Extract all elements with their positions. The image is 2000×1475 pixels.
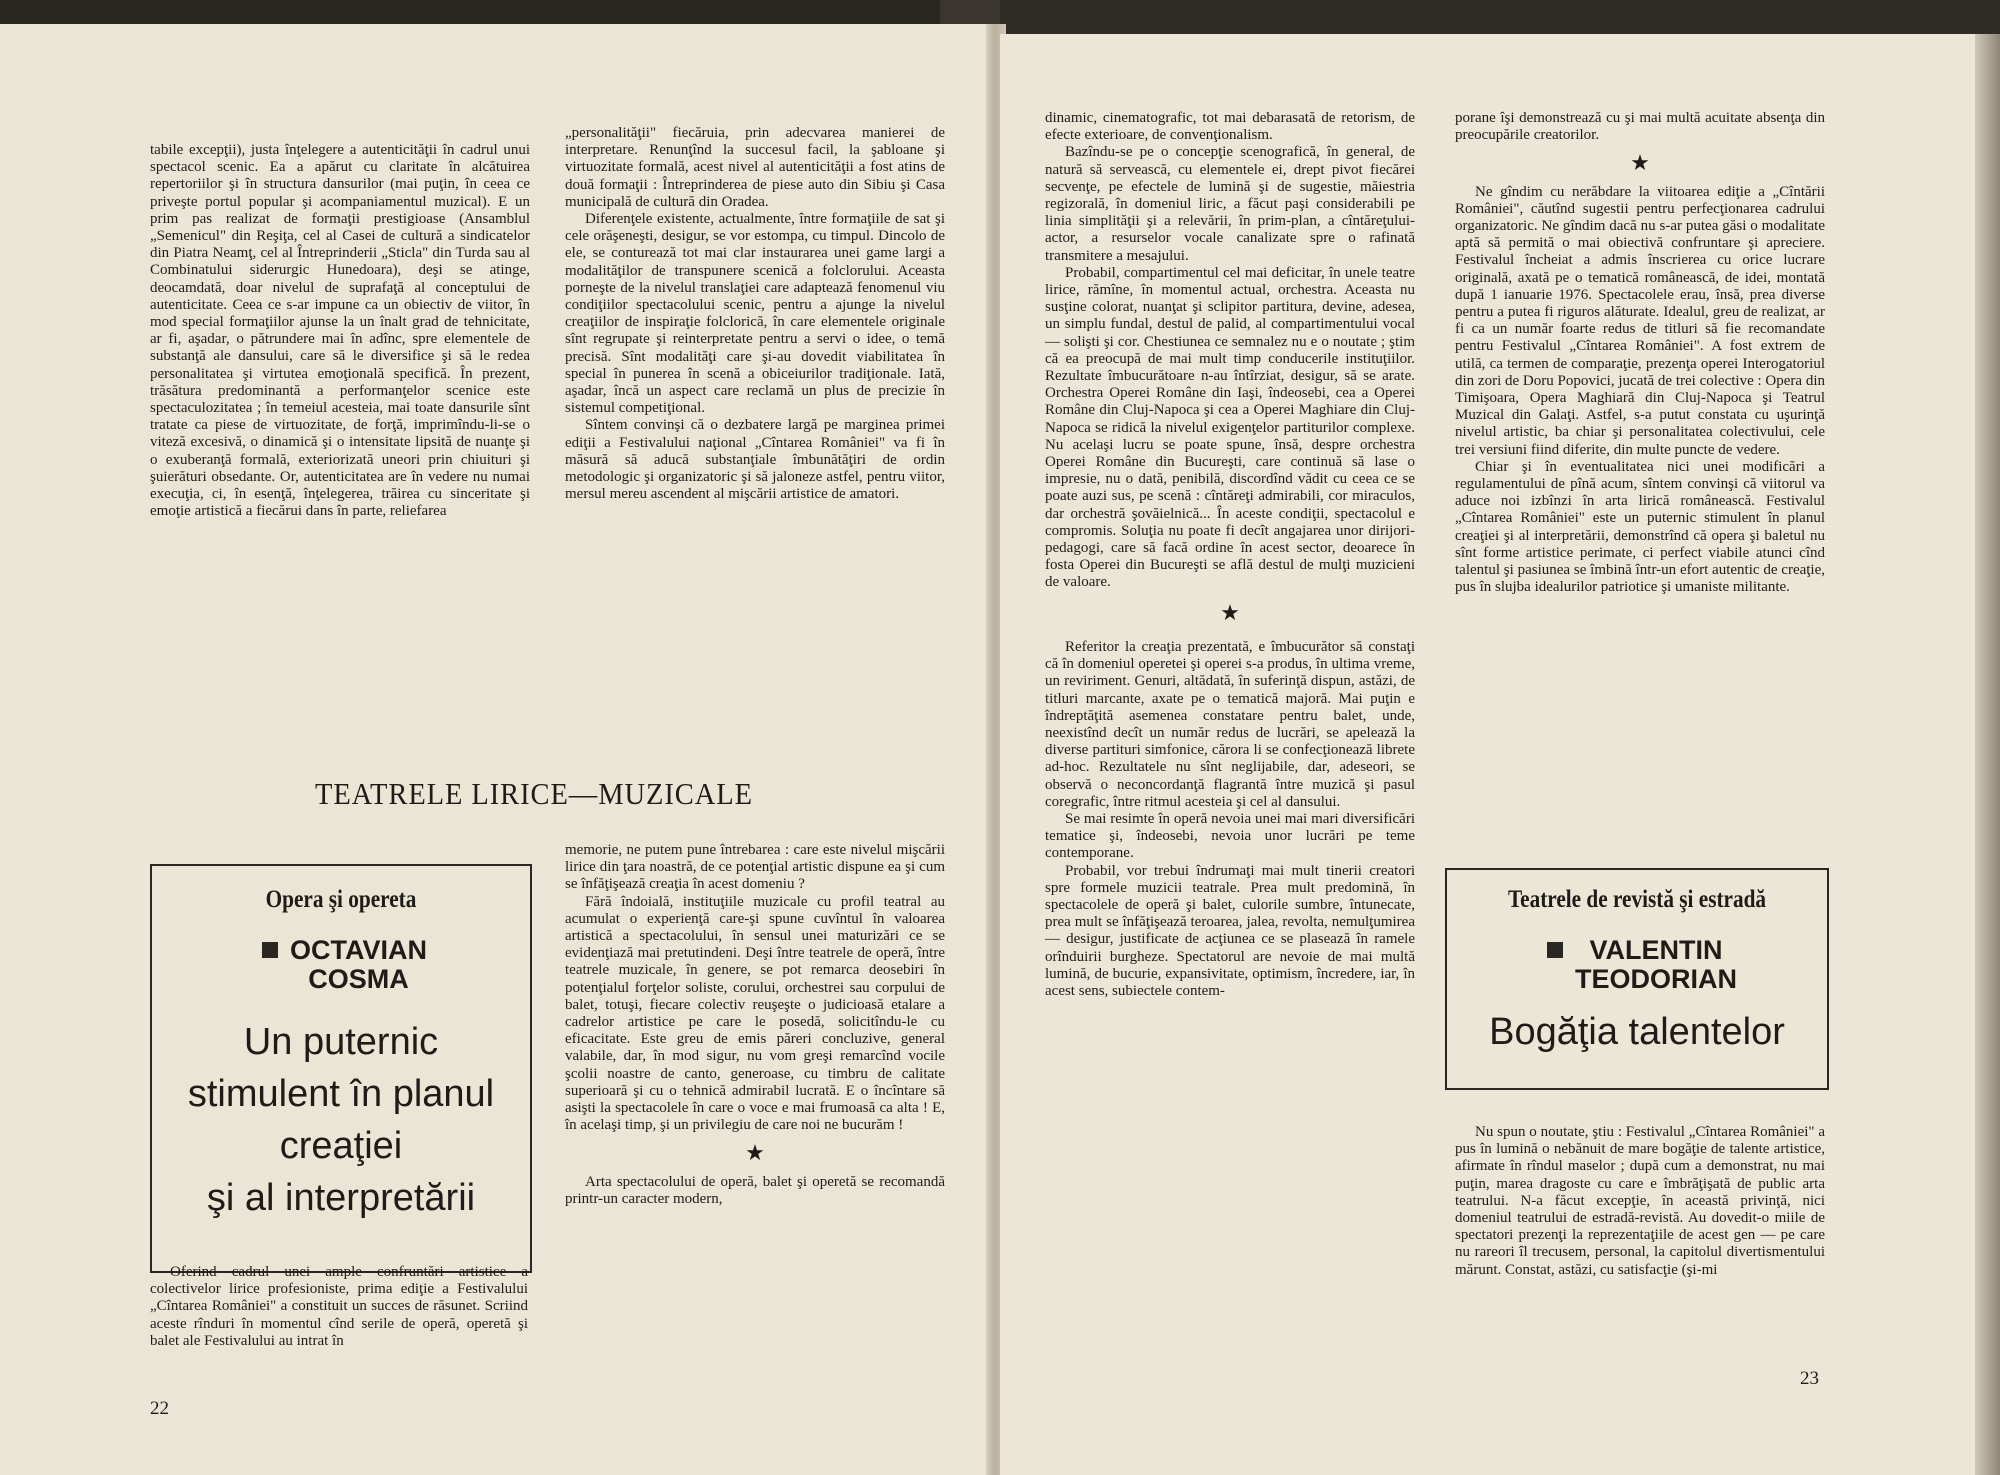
article-title bbox=[1447, 1006, 1827, 1058]
title-line: stimulent în planul bbox=[187, 1073, 495, 1115]
paragraph: Probabil, vor trebui îndrumaţi mai mult tinerii creatori spre formele muzicii teatrale. Prea mult predomină, în spectacolele de operă şi balet, culorile sumbre, întunecate, prea mult se înfăţişează teroarea, jalea, revolta, nemulţumirea — desigur, justificate de acţiunea ce se plasează în ramele orînduirii burgheze. Spectatorul are nevoie de mai multă lumină, de bucurie, expansivitate, optimism, încredere, iar, în acest sens, subiectele contem- bbox=[1045, 862, 1415, 999]
paragraph: Bazîndu-se pe o concepţie scenografică, în general, de natură să servească, cu elementele ei, drept pivot fiecărei secvenţe, pe efectele de lumină şi de sugestie, măiestria regizorală, în domeniul liric, a făcut paşi considerabili pe linia simplităţii şi a relevării, în prim-plan, a cîntăreţului-actor, a resurselor vocale canalizate spre o rafinată transmitere a mesajului. bbox=[1045, 144, 1415, 264]
book-page-edge bbox=[1975, 34, 2000, 1475]
title-line: creaţiei bbox=[279, 1125, 403, 1167]
right-column-2-lower bbox=[1455, 1124, 1825, 1279]
paragraph: Ne gîndim cu nerăbdare la viitoarea ediţie a „Cîntării României", căutînd sugestii pentru perfecţionarea cadrului organizatoric. Ne gîndim dacă nu s-ar putea găsi o modalitate aptă să permită o mai obiectivă confruntare şi apreciere. Festivalul încheiat a admis înscrierea cu orice lucrare originală, axată pe o tematică românească, de idei, montată după 1 ianuarie 1976. Spectacolele erau, însă, prea diverse pentru a putea fi riguros alăturate. Idealul, greu de realizat, ar fi ca un număr foarte redus de titluri să fie recomandate pentru Festivalul „Cîntarea României". A fost extrem de utilă, ca termen de comparaţie, prezenţa operei Interogatoriul din zori de Doru Popovici, jucată de trei colective : Opera din Timişoara, Opera Maghiară din Cluj-Napoca şi Teatrul Muzical din Galaţi. Astfel, s-a putut constata cu uşurinţă nivelul artistic, ba chiar şi personalitatea colectivului, cele trei versiuni fiind diferite, din multe puncte de vedere. bbox=[1455, 183, 1825, 458]
author-name bbox=[1547, 936, 1827, 994]
left-column-1-upper bbox=[150, 142, 530, 520]
paragraph: Diferenţele existente, actualmente, între formaţiile de sat şi cele orăşeneşti, desigur, se vor estompa, cu timpul. Dincolo de ele, se conturează tot mai clar instaurarea unei game largi a modalităţilor de transpunere scenică a folclorului. Aceasta porneşte de la nivelul translaţiei care adaptează fenomenul viu condiţiilor spectacolului scenic, pentru a ajunge la nivelul creaţiilor de inspiraţie folclorică, în care elementele originale sînt regrupate şi reinterpretate pentru a servi o idee, o temă precisă. Sînt modalităţi care şi-au dovedit viabilitatea în special în punerea în scenă a obiceiurilor tradiţionale. Iată, aşadar, încă un aspect care reclamă un plus de precizie în sistemul competiţional. bbox=[565, 211, 945, 417]
author-first-name: OCTAVIAN bbox=[290, 935, 427, 965]
paragraph: dinamic, cinematografic, tot mai debarasată de retorism, de efecte exterioare, de convenţionalism. bbox=[1045, 110, 1415, 144]
paragraph: Se mai resimte în operă nevoia unei mai mari diversificări tematice şi, îndeosebi, nevoia unor lucrări pe teme contemporane. bbox=[1045, 810, 1415, 862]
paragraph: Chiar şi în eventualitatea nici unei modificări a regulamentului de pînă acum, sîntem convinşi că viitorul va aduce noi izbînzi în arta lirică românească. Festivalul „Cîntarea României" este un puternic stimulent în planul creaţiei şi al interpretării, demonstrînd că opera şi baletul nu sînt forme artistice perimate, ci perfect viabile atunci cînd talentul şi pasiunea se îmbină într-un efort autentic de creaţie, pus în slujba idealurilor patriotice şi umaniste militante. bbox=[1455, 458, 1825, 596]
title-line: Un puternic bbox=[243, 1021, 439, 1063]
left-column-2-upper bbox=[565, 125, 945, 503]
title-line: şi al interpretării bbox=[206, 1177, 476, 1219]
section-star-divider: ★ bbox=[745, 1140, 765, 1166]
paragraph: porane îşi demonstrează cu şi mai multă acuitate absenţa din preocupările creatorilor. bbox=[1455, 110, 1825, 144]
paragraph: „personalităţii" fiecăruia, prin adecvarea manierei de interpretare. Renunţînd la succesul facil, la şabloane şi virtuozitate formală, acest nivel al autenticităţii a fost atins de două formaţii : Întreprinderea de piese auto din Sibiu şi Casa municipală de cultură din Oradea. bbox=[565, 125, 945, 210]
paragraph: Nu spun o noutate, ştiu : Festivalul „Cîntarea României" a pus în lumină o nebănuit de mare bogăţie de talente artistice, afirmate în rîndul maselor ; după cum a demonstrat, nu mai puţin, marea dragoste cu care e îmbrăţişată de public arta teatrului. N-a făcut excepţie, în această privinţă, nici domeniul teatrului de estradă-revistă. Au dovedit-o miile de spectatori prezenţi la reprezentaţiile de acest gen — pe care nu rareori îl trecusem, personal, la capitolul divertismentului mărunt. Constat, astăzi, cu satisfacţie (şi-mi bbox=[1455, 1124, 1825, 1278]
paragraph: Fără îndoială, instituţiile muzicale cu profil teatral au acumulat o experienţă care-şi spune cuvîntul în valoarea artistică a spectacolului, în sensul unei maturizări ce se evidenţiază mai pretutindeni. Deşi între teatrele de operă, între teatrele muzicale, în genere, se pot remarca deosebiri în potenţialul forţelor soliste, corului, orchestrei sau corpului de balet, totuşi, fiecare colectiv reuşeşte o judicioasă etalare a cadrelor artistice pe care le posedă, solicitîndu-le cu eficacitate. Este greu de emis păreri concluzive, general valabile, dar, în mod sigur, nu vom greşi remarcînd vocile şcolii noastre de canto, generoase, cu timbru de calitate superioară şi cu o tehnică admirabil lucrată. E o încîntare să asişti la spectacolele în care o voce e mai frumoasă ca alta ! E, în acelaşi timp, şi un privilegiu de care noi ne bucurăm ! bbox=[565, 893, 945, 1134]
author-marker-icon bbox=[262, 942, 278, 958]
right-column-2-upper bbox=[1455, 110, 1825, 596]
rubric-label: Opera şi opereta bbox=[265, 886, 417, 913]
book-edge-top-right bbox=[1000, 0, 2000, 38]
rubric-label: Teatrele de revistă şi estradă bbox=[1507, 886, 1767, 913]
left-column-2-lower bbox=[565, 842, 945, 1208]
page-number: 22 bbox=[150, 1398, 169, 1419]
paragraph: Probabil, compartimentul cel mai deficitar, în unele teatre lirice, rămîne, în momentul actual, orchestra. Aceasta nu susţine colorat, nuanţat şi sclipitor partitura, devine, adesea, un simplu fundal, destul de palid, al compartimentului vocal — solişti şi cor. Chestiunea ce semnalez nu e o noutate ; ştim că ea preocupă de mai mult timp conducerile instituţiilor. Rezultate îmbucurătoare n-au întîrziat, desigur, să se arate. Orchestra Operei Române din Iaşi, îndeosebi, cea a Operei Române din Cluj-Napoca şi cea a Operei Maghiare din Cluj-Napoca se ridică la nivelul exigenţelor partiturilor complexe. Nu acelaşi lucru se poate spune, însă, despre orchestra Operei Române din Bucureşti, care continuă să lase o impresie, nu o dată, penibilă, discordînd vădit cu ceea ce se poate auzi sus, pe scenă : cîntăreţi admirabili, cor miraculos, dar orchestră şovăielnică... În aceste condiţii, spectacolul e compromis. Soluţia nu poate fi decît angajarea unor dirijori-pedagogi, care să facă ordine în acest sector, deoarece în fosta Operei din Bucureşti se află destul de mulţi muzicieni de valoare. bbox=[1045, 264, 1415, 591]
section-star-divider: ★ bbox=[1630, 150, 1650, 176]
page-number: 23 bbox=[1800, 1368, 1819, 1389]
article-title-box bbox=[150, 864, 532, 1273]
author-marker-icon bbox=[1547, 942, 1563, 958]
author-first-name: VALENTIN bbox=[1589, 935, 1723, 965]
paragraph: Oferind cadrul unei ample confruntări artistice a colectivelor lirice profesioniste, prima ediţie a Festivalului „Cîntarea României" a constituit un succes de răsunet. Scriind aceste rînduri în momentul cînd serile de operă, operetă şi balet ale Festivalului au intrat în bbox=[150, 1264, 528, 1349]
right-column-1 bbox=[1045, 110, 1415, 1000]
paragraph: Sîntem convinşi că o dezbatere largă pe marginea primei ediţii a Festivalului naţional „Cîntarea României" va fi în măsură să aducă substanţiale îmbunătăţiri de ordin metodologic şi organizatoric şi să jaloneze astfel, pentru viitor, mersul mereu ascendent al mişcării artistice de amatori. bbox=[565, 417, 945, 503]
article-title bbox=[152, 1016, 530, 1224]
author-name bbox=[262, 936, 530, 994]
paragraph: memorie, ne putem pune întrebarea : care este nivelul mişcării lirice din ţara noastră, de ce potenţial artistic dispune ea şi cum se înfăţişează creaţia în acest domeniu ? bbox=[565, 842, 945, 893]
article-title-box bbox=[1445, 868, 1829, 1090]
right-page bbox=[1000, 34, 1975, 1475]
paragraph: tabile excepţii), justa înţelegere a autenticităţii în cadrul unui spectacol scenic. Ea a apărut cu claritate în alcătuirea repertoriilor şi în structura dansurilor (mai puţin, în ceea ce priveşte portul popular şi acompaniamentul muzical). E un prim pas realizat de formaţii prestigioase (Ansamblul „Semenicul" din Reşiţa, cel al Casei de cultură a sindicatelor din Piatra Neamţ, cel al Întreprinderii „Sticla" din Turda sau al Combinatului siderurgic Hunedoara), deşi se atinge, deocamdată, doar nivelul de suprafaţă al conceptului de autenticitate. Ceea ce s-ar impune ca un obiectiv de viitor, în mod special formaţiilor ajunse la un înalt grad de tehnicitate, ar fi, aşadar, o pătrundere mai în adînc, spre elementele de substanţă ale dansului, care să le diversifice şi să le redea personalitatea şi virtutea emoţională specifică. În prezent, trăsătura predominantă a performanţelor scenice este spectaculozitatea ; în temeiul acesteia, mai toate dansurile sînt tratate ca piese de virtuozitate, de forţă, imprimîndu-li-se o viteză excesivă, o dinamică şi o intensitate lipsită de nuanţe şi o exuberanţă formală, exteriorizată uneori prin chiuituri şi şuierături obsedante. Or, autenticitatea are în vedere nu numai execuţia, ci, în esenţă, înţelegerea, trăirea cu sinceritate şi emoţie artistică a fiecărui dans în parte, reliefarea bbox=[150, 142, 530, 520]
title-line: Bogăţia talentelor bbox=[1489, 1011, 1785, 1053]
author-last-name: COSMA bbox=[308, 964, 409, 994]
left-column-1-lower bbox=[150, 1264, 528, 1350]
paragraph: Arta spectacolului de operă, balet şi operetă se recomandă printr-un caracter modern, bbox=[565, 1173, 945, 1207]
section-star-divider: ★ bbox=[1220, 599, 1240, 625]
paragraph: Referitor la creaţia prezentată, e îmbucurător să constaţi că în domeniul operetei şi operei s-a produs, în ultima vreme, un reviriment. Genuri, altădată, în suferinţă dispun, astăzi, de titluri marcante, axate pe o tematică majoră. Mai puţin e îndreptăţită asemenea constatare pentru balet, unde, neexistînd decît un număr redus de lucrări, se apelează la diverse partituri simfonice, cărora li se confecţionează librete ad-hoc. Rezultatele nu sînt neglijabile, dar, adeseori, se observă o neconcordanţă flagrantă între muzică şi pasul coregrafic, între ritmul acesteia şi cel al dansului. bbox=[1045, 638, 1415, 810]
author-last-name: TEODORIAN bbox=[1575, 964, 1737, 994]
left-page bbox=[0, 24, 993, 1475]
section-headline: TEATRELE LIRICE—MUZICALE bbox=[315, 776, 753, 811]
